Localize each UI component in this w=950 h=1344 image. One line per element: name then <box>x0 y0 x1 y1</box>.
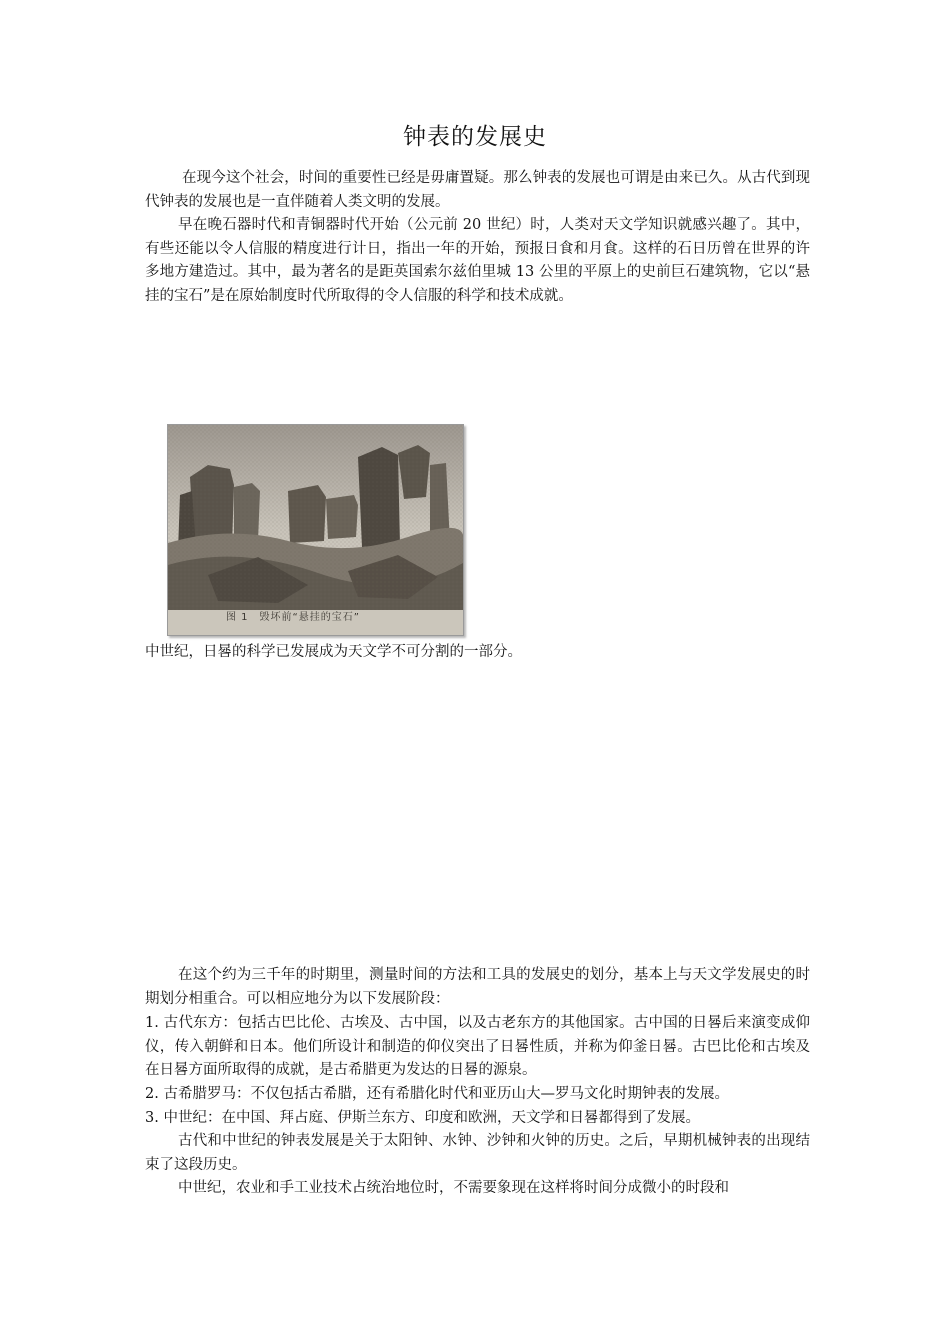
list-item-ancient-east: 1. 古代东方：包括古巴比伦、古埃及、古中国，以及古老东方的其他国家。古中国的日晷后来演变成仰仪，传入朝鲜和日本。他们所设计和制造的仰仪突出了日晷性质，并称为仰釜日晷。古巴比伦和古埃及在日晷方面所取得的成就，是古希腊更为发达的日晷的源泉。 <box>145 1015 810 1078</box>
list-item-greece-rome: 2. 古希腊罗马：不仅包括古希腊，还有希腊化时代和亚历山大—罗马文化时期钟表的发展。 <box>145 1086 729 1102</box>
stone-age-paragraph: 早在晚石器时代和青铜器时代开始（公元前 20 世纪）时，人类对天文学知识就感兴趣了。其中，有些还能以令人信服的精度进行计日，指出一年的开始，预报日食和月食。这样的石日历曾在世界的许多地方建造过。其中，最为著名的是距英国索尔兹伯里城 13 公里的平原上的史前巨石建筑物，它以“悬挂的宝石”是在原始制度时代所取得的令人信服的科学和技术成就。 <box>145 217 810 304</box>
page-title: 钟表的发展史 <box>403 124 547 150</box>
periods-paragraph: 在这个约为三千年的时期里，测量时间的方法和工具的发展史的划分，基本上与天文学发展史的时期划分相重合。可以相应地分为以下发展阶段： <box>145 967 810 1007</box>
stonehenge-photo <box>167 424 464 636</box>
ancient-clocks-paragraph: 古代和中世纪的钟表发展是关于太阳钟、水钟、沙钟和火钟的历史。之后，早期机械钟表的出现结束了这段历史。 <box>145 1133 810 1173</box>
medieval-agriculture-paragraph: 中世纪，农业和手工业技术占统治地位时，不需要象现在这样将时间分成微小的时段和 <box>178 1180 729 1196</box>
stonehenge-illustration <box>168 425 463 635</box>
list-item-middle-ages: 3. 中世纪：在中国、拜占庭、伊斯兰东方、印度和欧洲，天文学和日晷都得到了发展。 <box>145 1110 700 1126</box>
figure-caption: 图 1 毁坏前“悬挂的宝石” <box>226 612 360 623</box>
medieval-sundial-line: 中世纪，日晷的科学已发展成为天文学不可分割的一部分。 <box>145 644 522 660</box>
intro-paragraph: 在现今这个社会，时间的重要性已经是毋庸置疑。那么钟表的发展也可谓是由来已久。从古代到现代钟表的发展也是一直伴随着人类文明的发展。 <box>145 170 810 210</box>
